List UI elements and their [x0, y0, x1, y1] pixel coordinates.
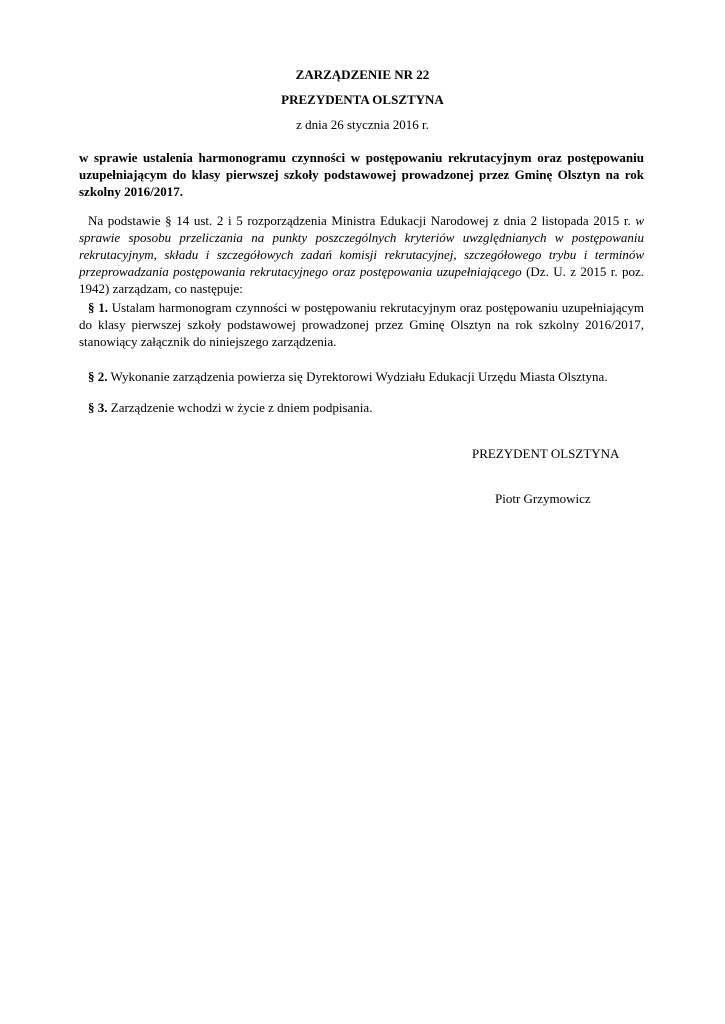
legal-basis-intro: Na podstawie § 14 ust. 2 i 5 rozporządzenia Ministra Edukacji Narodowej z dnia 2 listopada 2015 r.	[88, 213, 631, 228]
section-3-mark: § 3.	[88, 400, 108, 415]
section-1	[79, 299, 644, 350]
document-title: ZARZĄDZENIE NR 22	[295, 67, 430, 82]
section-2	[79, 368, 644, 385]
section-2-mark: § 2.	[88, 369, 108, 384]
section-1-mark: § 1.	[88, 300, 108, 315]
section-2-text: Wykonanie zarządzenia powierza się Dyrektorowi Wydziału Edukacji Urzędu Miasta Olsztyna.	[110, 369, 608, 384]
section-1-text: Ustalam harmonogram czynności w postępowaniu rekrutacyjnym oraz postępowaniu uzupełniającym do klasy pierwszej szkoły podstawowej prowadzonej przez Gminę Olsztyn na rok szkolny 2016/2017, stanowiący załącznik do niniejszego zarządzenia.	[79, 300, 645, 349]
document-issuer: PREZYDENTA OLSZTYNA	[281, 92, 444, 107]
document-date: z dnia 26 stycznia 2016 r.	[296, 117, 429, 132]
legal-basis-regulation-title: w sprawie sposobu przeliczania na punkty poszczególnych kryteriów uwzględnianych w postępowaniu rekrutacyjnym, składu i szczegółowych zadań komisji rekrutacyjnej, szczegółowego trybu i terminów przeprowadzania postępowania rekrutacyjnego oraz postępowania uzupełniającego	[79, 213, 644, 279]
legal-basis-outro: (Dz. U. z 2015 r. poz. 1942) zarządzam, co następuje:	[79, 264, 645, 296]
document-subject: w sprawie ustalenia harmonogramu czynności w postępowaniu rekrutacyjnym oraz postępowaniu uzupełniającym do klasy pierwszej szkoły podstawowej prowadzonej przez Gminę Olsztyn na rok szkolny 2016/2017.	[79, 150, 644, 199]
legal-basis-paragraph	[79, 212, 644, 297]
document-header	[0, 66, 725, 133]
section-3-text: Zarządzenie wchodzi w życie z dniem podpisania.	[110, 400, 373, 415]
section-3	[79, 399, 644, 416]
signatory-name: Piotr Grzymowicz	[495, 491, 591, 506]
signatory-title: PREZYDENT OLSZTYNA	[472, 446, 620, 461]
